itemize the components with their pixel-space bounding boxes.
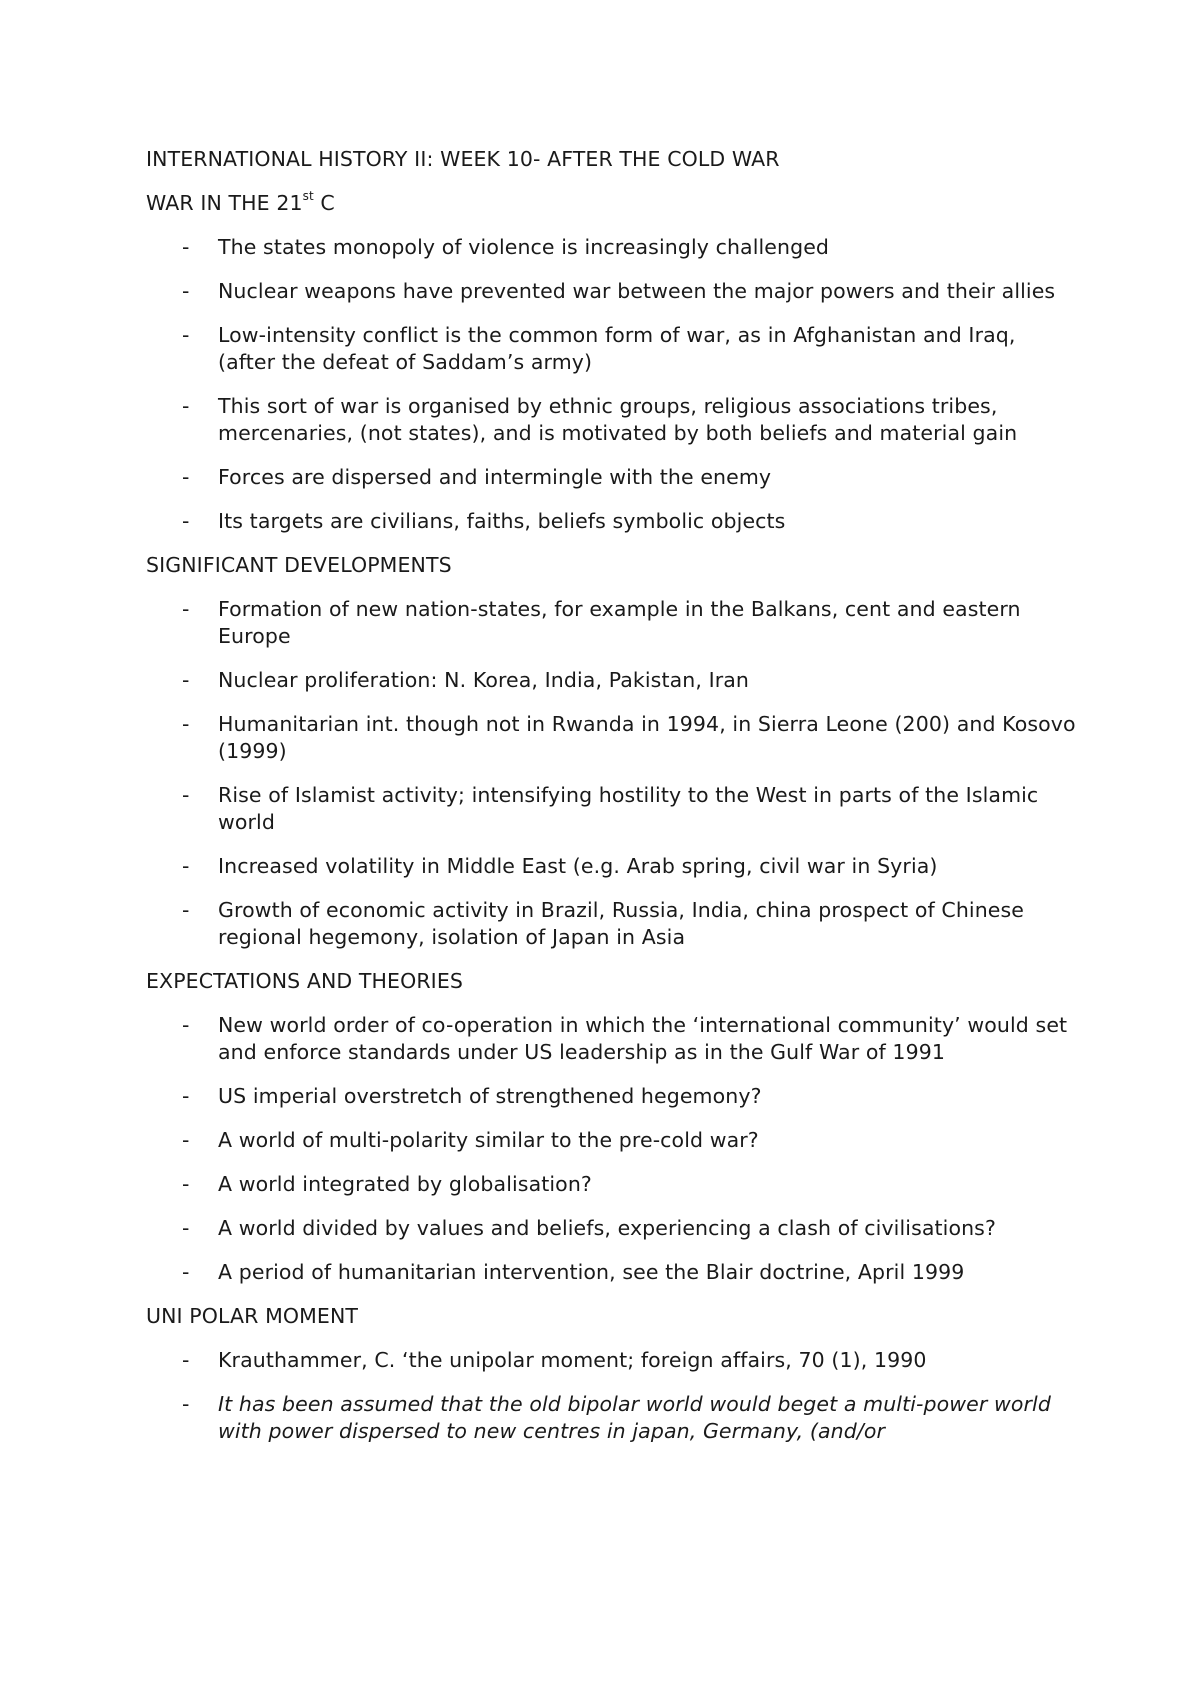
list-item: [146, 1012, 1076, 1066]
dash-bullet: -: [182, 509, 190, 533]
list-item: [146, 278, 1076, 305]
list-item-text: This sort of war is organised by ethnic groups, religious associations tribes, mercenaries, (not states), and is motivated by both beliefs and material gain: [218, 394, 1018, 445]
list-item: [146, 711, 1076, 765]
section-heading-unipolar-moment: UNI POLAR MOMENT: [146, 1304, 358, 1328]
section-heading-text: WAR IN THE 21: [146, 191, 303, 215]
dash-bullet: -: [182, 394, 190, 418]
dash-bullet: -: [182, 279, 190, 303]
list-item: [146, 464, 1076, 491]
list-item-text: Rise of Islamist activity; intensifying hostility to the West in parts of the Islamic world: [218, 783, 1039, 834]
list-item: [146, 1259, 1076, 1286]
dash-bullet: -: [182, 1216, 190, 1240]
dash-bullet: -: [182, 1260, 190, 1284]
bullet-list-unipolar-moment: [146, 1347, 1076, 1445]
list-item: [146, 234, 1076, 261]
list-item: [146, 1215, 1076, 1242]
dash-bullet: -: [182, 783, 190, 807]
section-heading-suffix: C: [313, 191, 335, 215]
list-item-text: The states monopoly of violence is increasingly challenged: [218, 235, 830, 259]
dash-bullet: -: [182, 854, 190, 878]
list-item-text: A period of humanitarian intervention, see the Blair doctrine, April 1999: [218, 1260, 965, 1284]
list-item-text: New world order of co-operation in which the ‘international community’ would set and enforce standards under US leadership as in the Gulf War of 1991: [218, 1013, 1068, 1064]
list-item: [146, 1083, 1076, 1110]
dash-bullet: -: [182, 323, 190, 347]
section-heading-war-21st-century: [146, 190, 1076, 217]
list-item-text: Nuclear proliferation: N. Korea, India, Pakistan, Iran: [218, 668, 750, 692]
bullet-list-expectations-theories: [146, 1012, 1076, 1286]
list-item: [146, 782, 1076, 836]
list-item-text: Growth of economic activity in Brazil, Russia, India, china prospect of Chinese regional hegemony, isolation of Japan in Asia: [218, 898, 1025, 949]
list-item-text: Nuclear weapons have prevented war between the major powers and their allies: [218, 279, 1056, 303]
document-title: INTERNATIONAL HISTORY II: WEEK 10- AFTER THE COLD WAR: [146, 147, 780, 171]
list-item-text: Forces are dispersed and intermingle with the enemy: [218, 465, 772, 489]
dash-bullet: -: [182, 668, 190, 692]
list-item-text: Formation of new nation-states, for example in the Balkans, cent and eastern Europe: [218, 597, 1021, 648]
dash-bullet: -: [182, 1392, 190, 1416]
list-item-text: US imperial overstretch of strengthened hegemony?: [218, 1084, 762, 1108]
list-item-text: Low-intensity conflict is the common form of war, as in Afghanistan and Iraq, (after the defeat of Saddam’s army): [218, 323, 1016, 374]
list-item-text: It has been assumed that the old bipolar world would beget a multi-power world with power dispersed to new centres in japan, Germany, (and/or: [218, 1392, 1051, 1443]
dash-bullet: -: [182, 1348, 190, 1372]
list-item-text: Humanitarian int. though not in Rwanda in 1994, in Sierra Leone (200) and Kosovo (1999): [218, 712, 1076, 763]
document-page: [146, 146, 1076, 1462]
list-item-text: A world divided by values and beliefs, experiencing a clash of civilisations?: [218, 1216, 996, 1240]
list-item-text: A world of multi-polarity similar to the pre-cold war?: [218, 1128, 759, 1152]
list-item-text: Its targets are civilians, faiths, beliefs symbolic objects: [218, 509, 786, 533]
list-item: [146, 853, 1076, 880]
section-heading-significant-developments: SIGNIFICANT DEVELOPMENTS: [146, 553, 452, 577]
dash-bullet: -: [182, 898, 190, 922]
list-item: [146, 1347, 1076, 1374]
list-item-text: Krauthammer, C. ‘the unipolar moment; foreign affairs, 70 (1), 1990: [218, 1348, 927, 1372]
list-item: [146, 897, 1076, 951]
dash-bullet: -: [182, 1013, 190, 1037]
list-item: [146, 596, 1076, 650]
list-item-text: Increased volatility in Middle East (e.g. Arab spring, civil war in Syria): [218, 854, 938, 878]
dash-bullet: -: [182, 597, 190, 621]
list-item-text: A world integrated by globalisation?: [218, 1172, 592, 1196]
dash-bullet: -: [182, 235, 190, 259]
dash-bullet: -: [182, 1084, 190, 1108]
section-heading-superscript: st: [302, 189, 314, 204]
bullet-list-war-21st-century: [146, 234, 1076, 535]
bullet-list-significant-developments: [146, 596, 1076, 951]
list-item: [146, 508, 1076, 535]
list-item: [146, 393, 1076, 447]
list-item: [146, 667, 1076, 694]
list-item-quote: [146, 1391, 1076, 1445]
dash-bullet: -: [182, 1172, 190, 1196]
section-heading-expectations-theories: EXPECTATIONS AND THEORIES: [146, 969, 463, 993]
dash-bullet: -: [182, 465, 190, 489]
dash-bullet: -: [182, 712, 190, 736]
list-item: [146, 322, 1076, 376]
list-item: [146, 1171, 1076, 1198]
list-item: [146, 1127, 1076, 1154]
dash-bullet: -: [182, 1128, 190, 1152]
